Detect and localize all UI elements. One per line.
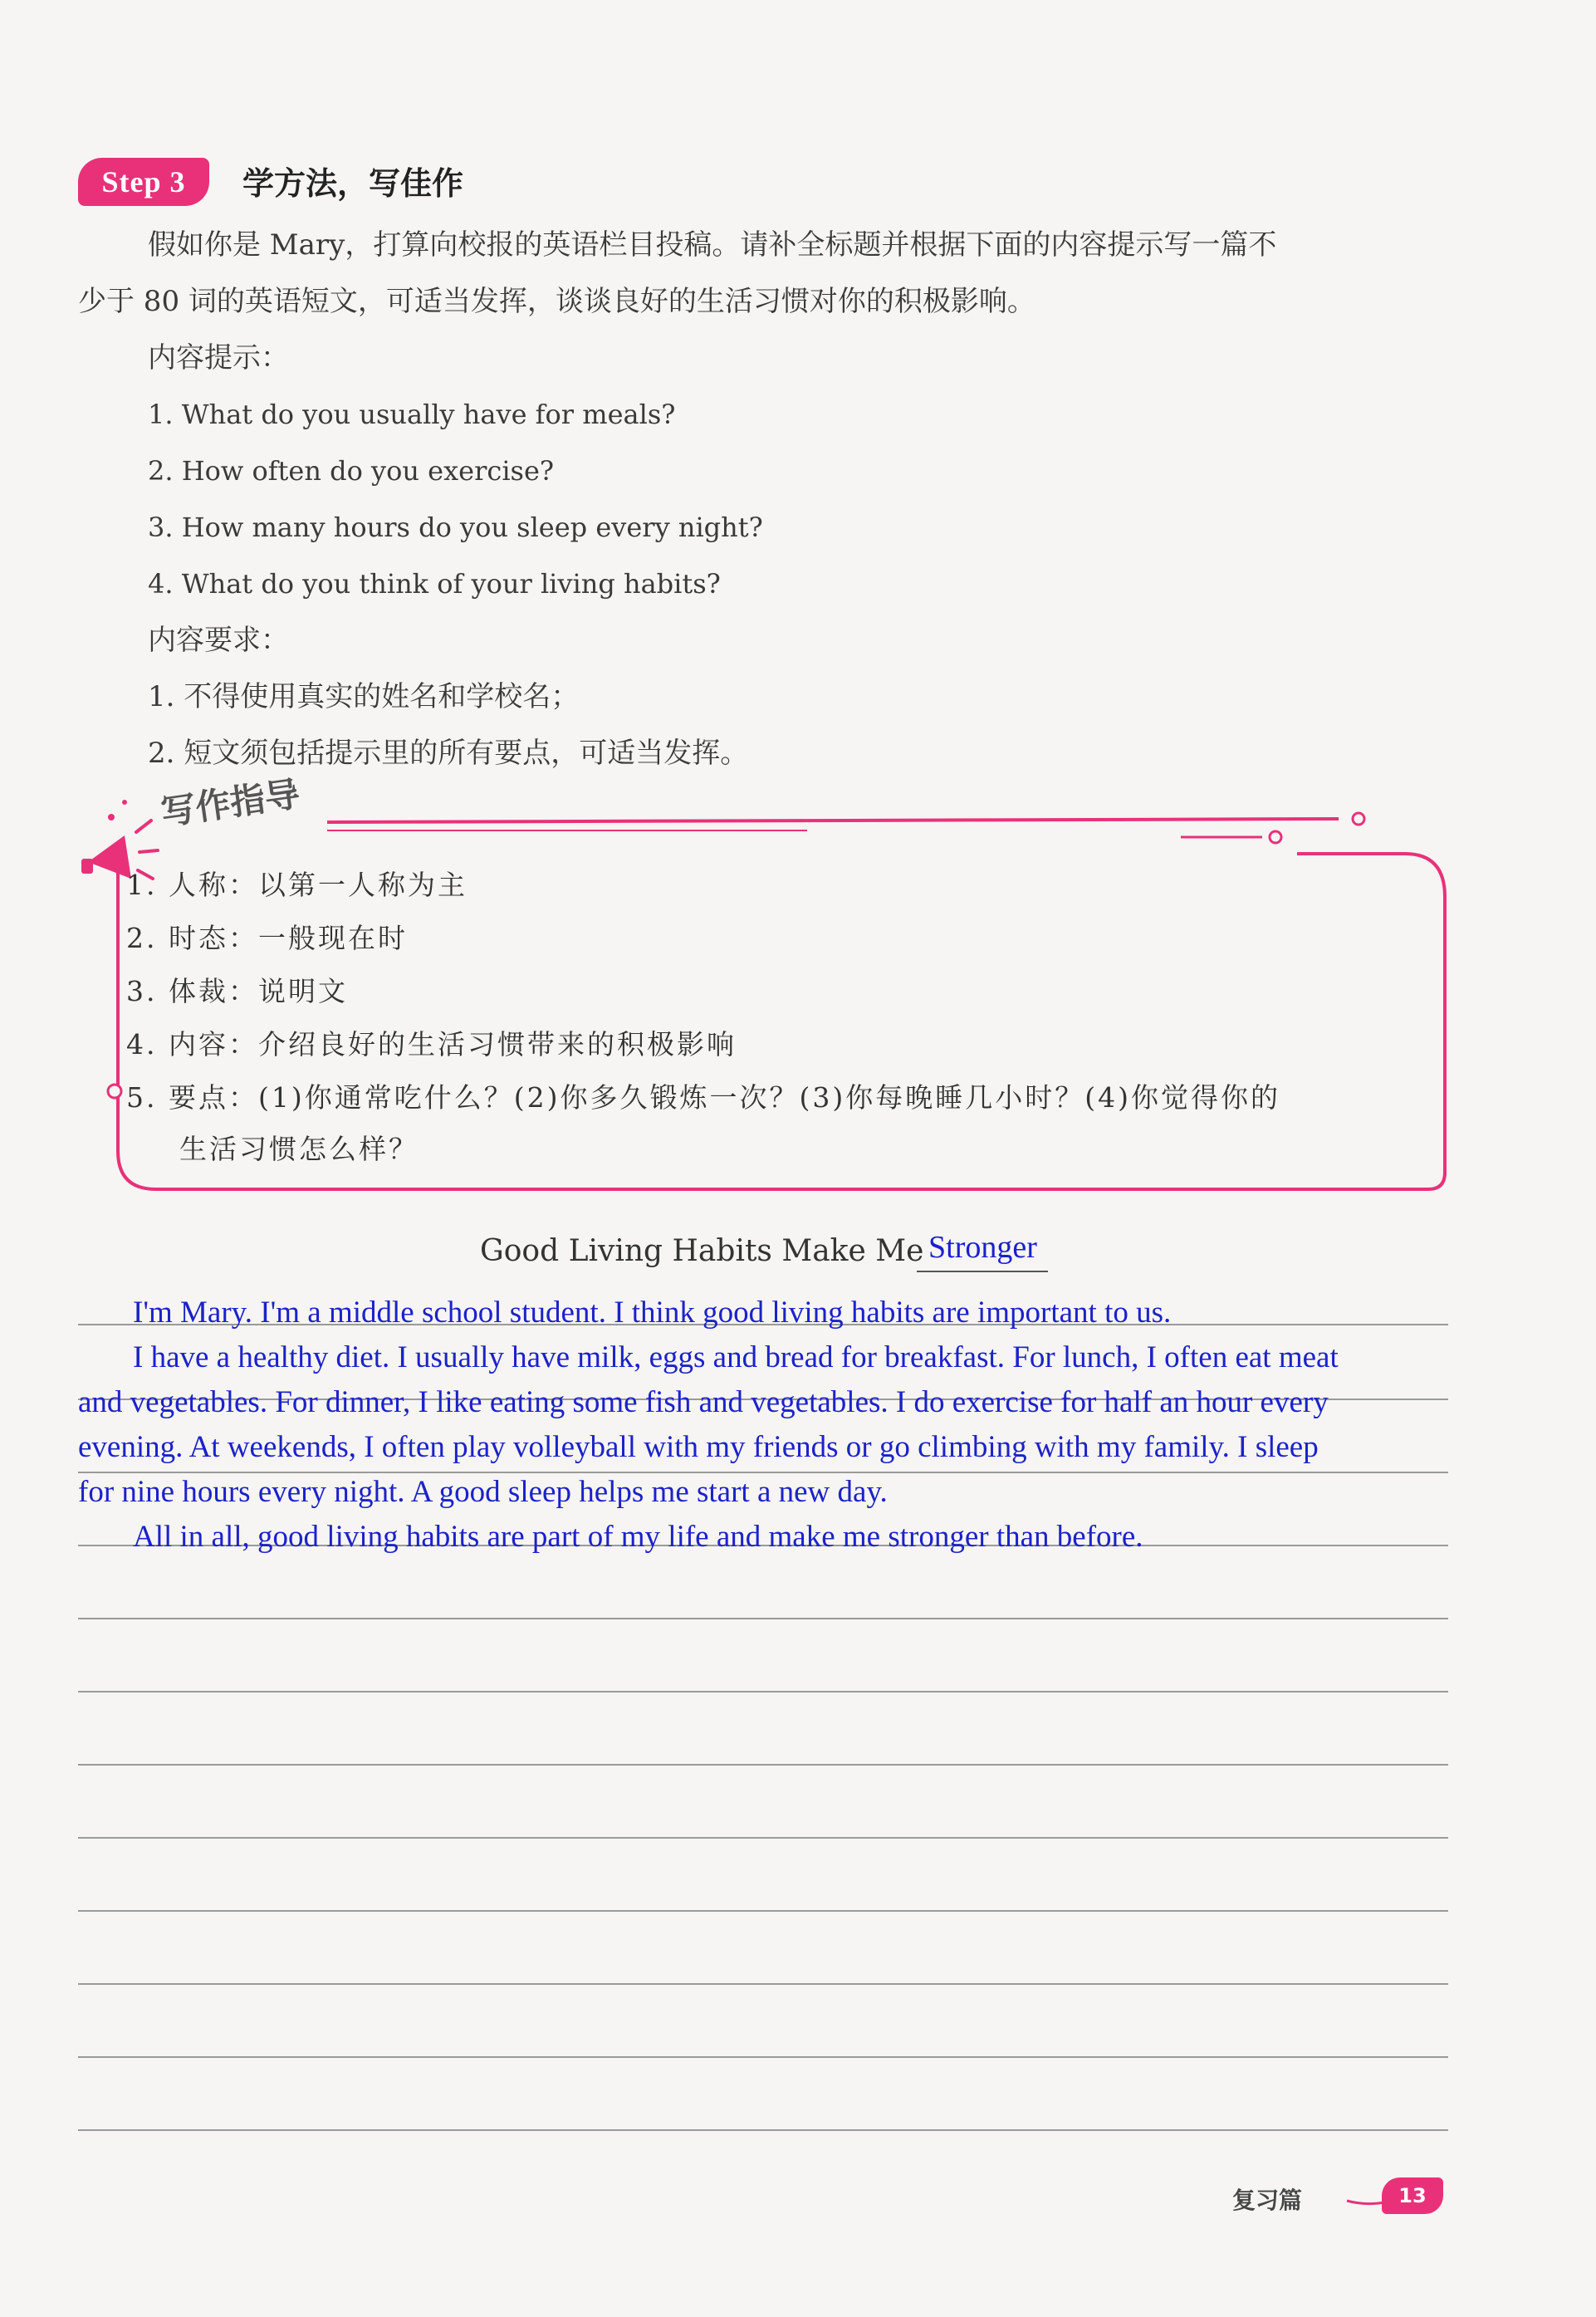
hint-item: 3. How many hours do you sleep every night? xyxy=(148,512,763,543)
writing-line xyxy=(78,2129,1448,2131)
step-badge: Step 3 xyxy=(78,158,209,206)
requirement-item: 1. 不得使用真实的姓名和学校名； xyxy=(148,680,580,713)
hints-label: 内容提示： xyxy=(148,341,289,375)
section-title: 学方法，写佳作 xyxy=(242,165,464,202)
guide-item: 1. 人称：以第一人称为主 xyxy=(126,869,468,901)
writing-line xyxy=(78,1764,1448,1766)
writing-line xyxy=(78,1691,1448,1692)
guide-item: 生活习惯怎么样？ xyxy=(179,1133,419,1165)
writing-line xyxy=(78,2056,1448,2058)
guide-title: 写作指导 xyxy=(158,773,302,834)
writing-line xyxy=(78,1910,1448,1912)
title-answer: Stronger xyxy=(928,1230,1037,1265)
footer-section: 复习篇 xyxy=(1232,2187,1303,2214)
writing-line xyxy=(78,1837,1448,1839)
guide-item: 4. 内容：介绍良好的生活习惯带来的积极影响 xyxy=(126,1028,737,1061)
footer-swoosh xyxy=(1345,2192,1387,2209)
writing-line xyxy=(78,1618,1448,1619)
prompt-line-1: 假如你是 Mary，打算向校报的英语栏目投稿。请补全标题并根据下面的内容提示写一篇不 xyxy=(148,228,1277,262)
essay-line: I'm Mary. I'm a middle school student. I think good living habits are important to us. xyxy=(133,1296,1172,1330)
requirement-item: 2. 短文须包括提示里的所有要点，可适当发挥。 xyxy=(148,737,749,770)
essay-line: evening. At weekends, I often play volleyball with my friends or go climbing with my family. I sleep xyxy=(78,1430,1319,1464)
prompt-line-2: 少于 80 词的英语短文，可适当发挥，谈谈良好的生活习惯对你的积极影响。 xyxy=(78,285,1035,318)
guide-item: 2. 时态：一般现在时 xyxy=(126,922,408,954)
essay-line: for nine hours every night. A good sleep helps me start a new day. xyxy=(78,1475,888,1509)
guide-item: 5. 要点：(1)你通常吃什么？(2)你多久锻炼一次？(3)你每晚睡几小时？(4)你觉得你的 xyxy=(126,1081,1280,1114)
requirements-label: 内容要求： xyxy=(148,624,289,657)
guide-item: 3. 体裁：说明文 xyxy=(126,975,348,1007)
page-number: 13 xyxy=(1382,2177,1443,2214)
composition-title: Good Living Habits Make Me xyxy=(480,1234,924,1268)
hint-item: 1. What do you usually have for meals? xyxy=(148,399,676,430)
hint-item: 2. How often do you exercise? xyxy=(148,455,555,487)
essay-line: All in all, good living habits are part of my life and make me stronger than before. xyxy=(133,1520,1143,1554)
writing-line xyxy=(78,1983,1448,1985)
hint-item: 4. What do you think of your living habits? xyxy=(148,568,721,600)
essay-line: and vegetables. For dinner, I like eating some fish and vegetables. I do exercise for half an hour every xyxy=(78,1385,1329,1419)
essay-line: I have a healthy diet. I usually have milk, eggs and bread for breakfast. For lunch, I often eat meat xyxy=(133,1340,1339,1374)
